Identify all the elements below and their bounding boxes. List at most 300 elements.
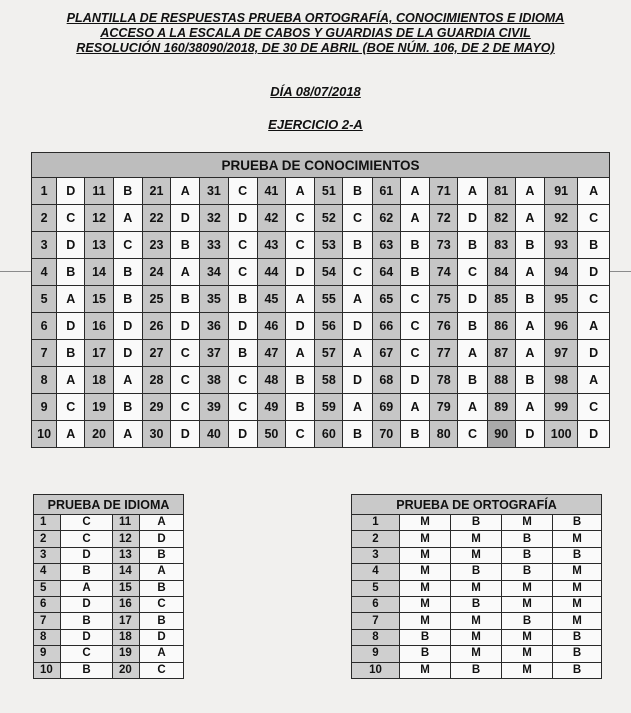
conocimientos-answer: B (400, 421, 429, 448)
exam-date: DÍA 08/07/2018 (270, 84, 361, 99)
conocimientos-question-number: 20 (85, 421, 113, 448)
ortografia-answer: M (502, 646, 553, 662)
conocimientos-question-number: 95 (545, 286, 578, 313)
ortografia-answer: B (553, 662, 602, 678)
idioma-answer: C (140, 662, 184, 678)
idioma-question-number: 10 (34, 662, 61, 678)
conocimientos-row (32, 178, 610, 205)
idioma-question-number: 20 (113, 662, 140, 678)
conocimientos-question-number: 96 (545, 313, 578, 340)
idioma-answer: C (61, 646, 113, 662)
conocimientos-answer: D (458, 205, 487, 232)
title-line-1: PLANTILLA DE RESPUESTAS PRUEBA ORTOGRAFÍA, CONOCIMIENTOS E IDIOMA (66, 11, 565, 25)
ortografia-row (352, 515, 602, 531)
conocimientos-answer: A (515, 259, 544, 286)
idioma-question-number: 11 (113, 515, 140, 531)
ortografia-answer: B (502, 531, 553, 547)
conocimientos-answer: C (113, 232, 142, 259)
conocimientos-answer: D (171, 313, 200, 340)
idioma-row (34, 564, 184, 580)
idioma-question-number: 5 (34, 580, 61, 596)
conocimientos-question-number: 15 (85, 286, 113, 313)
conocimientos-answer: A (578, 367, 610, 394)
ortografia-answer: B (400, 629, 451, 645)
ortografia-answer: M (502, 629, 553, 645)
conocimientos-question-number: 68 (372, 367, 400, 394)
conocimientos-answer: D (343, 367, 372, 394)
conocimientos-answer: B (515, 286, 544, 313)
ortografia-question-number: 2 (352, 531, 400, 547)
conocimientos-question-number: 22 (142, 205, 170, 232)
conocimientos-question-number: 94 (545, 259, 578, 286)
idioma-row (34, 596, 184, 612)
title-line-2: ACCESO A LA ESCALA DE CABOS Y GUARDIAS DE LA GUARDIA CIVIL (100, 26, 531, 40)
conocimientos-answer: C (578, 205, 610, 232)
conocimientos-answer: D (113, 313, 142, 340)
conocimientos-question-number: 55 (315, 286, 343, 313)
conocimientos-answer: B (515, 232, 544, 259)
conocimientos-answer: B (228, 286, 257, 313)
conocimientos-question-number: 64 (372, 259, 400, 286)
conocimientos-answer: B (400, 259, 429, 286)
conocimientos-answer: A (57, 286, 85, 313)
conocimientos-question-number: 93 (545, 232, 578, 259)
ortografia-question-number: 3 (352, 547, 400, 563)
idioma-row (34, 515, 184, 531)
ortografia-question-number: 1 (352, 515, 400, 531)
conocimientos-answer: A (515, 394, 544, 421)
conocimientos-answer: A (343, 340, 372, 367)
conocimientos-answer: B (113, 286, 142, 313)
conocimientos-question-number: 86 (487, 313, 515, 340)
ortografia-answer: M (400, 531, 451, 547)
conocimientos-question-number: 65 (372, 286, 400, 313)
conocimientos-answer: C (286, 421, 315, 448)
conocimientos-question-number: 43 (257, 232, 285, 259)
idioma-question-number: 16 (113, 596, 140, 612)
conocimientos-question-number: 40 (200, 421, 228, 448)
conocimientos-question-number: 19 (85, 394, 113, 421)
ortografia-row (352, 547, 602, 563)
idioma-question-number: 8 (34, 629, 61, 645)
conocimientos-answer: D (57, 232, 85, 259)
conocimientos-question-number: 12 (85, 205, 113, 232)
conocimientos-answer: A (57, 421, 85, 448)
ortografia-question-number: 6 (352, 596, 400, 612)
conocimientos-answer: C (578, 286, 610, 313)
idioma-question-number: 7 (34, 613, 61, 629)
conocimientos-answer: C (458, 421, 487, 448)
ortografia-answer: B (451, 662, 502, 678)
conocimientos-row (32, 313, 610, 340)
conocimientos-answer: B (458, 367, 487, 394)
conocimientos-answer: A (515, 178, 544, 205)
conocimientos-question-number: 74 (430, 259, 458, 286)
conocimientos-row (32, 421, 610, 448)
conocimientos-answer: D (228, 421, 257, 448)
conocimientos-question-number: 31 (200, 178, 228, 205)
conocimientos-question-number: 100 (545, 421, 578, 448)
conocimientos-row (32, 232, 610, 259)
title-line-3: RESOLUCIÓN 160/38090/2018, DE 30 DE ABRIL (BOE NÚM. 106, DE 2 DE MAYO) (76, 41, 555, 55)
conocimientos-row (32, 340, 610, 367)
conocimientos-question-number: 62 (372, 205, 400, 232)
conocimientos-answer: A (113, 205, 142, 232)
conocimientos-answer: D (458, 286, 487, 313)
conocimientos-answer: B (57, 259, 85, 286)
idioma-question-number: 4 (34, 564, 61, 580)
conocimientos-question-number: 99 (545, 394, 578, 421)
idioma-question-number: 1 (34, 515, 61, 531)
ortografia-answer: M (553, 596, 602, 612)
conocimientos-answer: D (578, 421, 610, 448)
idioma-answer: D (61, 596, 113, 612)
ortografia-answer: M (502, 515, 553, 531)
conocimientos-question-number: 97 (545, 340, 578, 367)
conocimientos-question-number: 49 (257, 394, 285, 421)
ortografia-answer: M (502, 580, 553, 596)
ortografia-row (352, 646, 602, 662)
conocimientos-answer: C (343, 205, 372, 232)
conocimientos-question-number: 8 (32, 367, 57, 394)
conocimientos-question-number: 34 (200, 259, 228, 286)
conocimientos-answer: C (228, 394, 257, 421)
idioma-answer: D (140, 629, 184, 645)
ortografia-answer: B (553, 646, 602, 662)
conocimientos-answer: A (343, 286, 372, 313)
conocimientos-answer: C (57, 394, 85, 421)
conocimientos-answer: D (578, 259, 610, 286)
ortografia-answer: B (502, 613, 553, 629)
conocimientos-answer: C (228, 259, 257, 286)
conocimientos-question-number: 25 (142, 286, 170, 313)
conocimientos-answer: B (113, 259, 142, 286)
idioma-question-number: 9 (34, 646, 61, 662)
conocimientos-question-number: 77 (430, 340, 458, 367)
conocimientos-answer: A (400, 205, 429, 232)
conocimientos-question-number: 30 (142, 421, 170, 448)
conocimientos-question-number: 89 (487, 394, 515, 421)
idioma-question-number: 13 (113, 547, 140, 563)
ortografia-answer: B (400, 646, 451, 662)
conocimientos-answer: C (171, 367, 200, 394)
conocimientos-question-number: 78 (430, 367, 458, 394)
conocimientos-question-number: 41 (257, 178, 285, 205)
idioma-question-number: 12 (113, 531, 140, 547)
idioma-question-number: 15 (113, 580, 140, 596)
conocimientos-question-number: 52 (315, 205, 343, 232)
conocimientos-answer: B (515, 367, 544, 394)
conocimientos-answer: C (400, 313, 429, 340)
ortografia-answer: M (400, 564, 451, 580)
conocimientos-answer: B (343, 421, 372, 448)
conocimientos-answer: B (400, 232, 429, 259)
conocimientos-answer: D (171, 205, 200, 232)
conocimientos-question-number: 75 (430, 286, 458, 313)
conocimientos-answer: C (57, 205, 85, 232)
ortografia-answer: B (502, 547, 553, 563)
conocimientos-question-number: 63 (372, 232, 400, 259)
conocimientos-answer: A (458, 394, 487, 421)
ortografia-answer: B (553, 515, 602, 531)
conocimientos-question-number: 66 (372, 313, 400, 340)
conocimientos-row (32, 205, 610, 232)
conocimientos-answer: D (228, 205, 257, 232)
idioma-answer: D (140, 531, 184, 547)
conocimientos-answer: C (286, 232, 315, 259)
idioma-answer: C (61, 531, 113, 547)
conocimientos-answer: B (113, 178, 142, 205)
conocimientos-question-number: 1 (32, 178, 57, 205)
conocimientos-answer: D (57, 178, 85, 205)
idioma-question-number: 3 (34, 547, 61, 563)
conocimientos-question-number: 14 (85, 259, 113, 286)
conocimientos-question-number: 54 (315, 259, 343, 286)
conocimientos-answer: B (286, 394, 315, 421)
ortografia-answer: M (451, 547, 502, 563)
conocimientos-answer: A (515, 313, 544, 340)
idioma-row (34, 629, 184, 645)
conocimientos-question-number: 39 (200, 394, 228, 421)
ortografia-question-number: 5 (352, 580, 400, 596)
idioma-answer: B (61, 564, 113, 580)
idioma-answer: C (61, 515, 113, 531)
ortografia-answer: B (451, 564, 502, 580)
conocimientos-question-number: 27 (142, 340, 170, 367)
conocimientos-answer: A (343, 394, 372, 421)
ortografia-answer: M (400, 515, 451, 531)
idioma-question-number: 6 (34, 596, 61, 612)
idioma-row (34, 531, 184, 547)
ortografia-answer: M (451, 646, 502, 662)
conocimientos-question-number: 24 (142, 259, 170, 286)
conocimientos-question-number: 82 (487, 205, 515, 232)
ortografia-answer: M (553, 613, 602, 629)
conocimientos-title: PRUEBA DE CONOCIMIENTOS (32, 153, 610, 178)
ortografia-answer: M (400, 547, 451, 563)
conocimientos-question-number: 17 (85, 340, 113, 367)
conocimientos-answer: B (458, 313, 487, 340)
conocimientos-question-number: 87 (487, 340, 515, 367)
conocimientos-question-number: 36 (200, 313, 228, 340)
conocimientos-answer: B (171, 232, 200, 259)
conocimientos-answer: A (458, 340, 487, 367)
ortografia-answer: M (400, 580, 451, 596)
idioma-answer: A (140, 564, 184, 580)
conocimientos-answer: B (113, 394, 142, 421)
conocimientos-answer: C (171, 340, 200, 367)
conocimientos-answer: A (286, 178, 315, 205)
conocimientos-answer: C (228, 367, 257, 394)
conocimientos-question-number: 11 (85, 178, 113, 205)
document-title (0, 11, 631, 56)
conocimientos-question-number: 44 (257, 259, 285, 286)
idioma-row (34, 580, 184, 596)
conocimientos-question-number: 60 (315, 421, 343, 448)
idioma-question-number: 14 (113, 564, 140, 580)
conocimientos-question-number: 4 (32, 259, 57, 286)
ortografia-answer: M (553, 531, 602, 547)
conocimientos-question-number: 91 (545, 178, 578, 205)
conocimientos-question-number: 90 (487, 421, 515, 448)
ortografia-row (352, 531, 602, 547)
conocimientos-question-number: 92 (545, 205, 578, 232)
ortografia-answer: M (451, 629, 502, 645)
conocimientos-row (32, 259, 610, 286)
conocimientos-question-number: 57 (315, 340, 343, 367)
conocimientos-answer: A (515, 340, 544, 367)
ortografia-answer: M (451, 531, 502, 547)
conocimientos-answer: C (228, 178, 257, 205)
idioma-answer: A (140, 515, 184, 531)
ortografia-row (352, 580, 602, 596)
conocimientos-question-number: 69 (372, 394, 400, 421)
conocimientos-question-number: 29 (142, 394, 170, 421)
conocimientos-answer: D (286, 259, 315, 286)
conocimientos-row (32, 394, 610, 421)
conocimientos-question-number: 21 (142, 178, 170, 205)
conocimientos-answer: C (400, 286, 429, 313)
conocimientos-answer: D (171, 421, 200, 448)
conocimientos-question-number: 6 (32, 313, 57, 340)
idioma-answer: A (61, 580, 113, 596)
idioma-question-number: 17 (113, 613, 140, 629)
idioma-answer: B (61, 613, 113, 629)
ortografia-question-number: 10 (352, 662, 400, 678)
idioma-row (34, 547, 184, 563)
conocimientos-answer: C (400, 340, 429, 367)
conocimientos-answer: B (57, 340, 85, 367)
conocimientos-question-number: 45 (257, 286, 285, 313)
conocimientos-question-number: 83 (487, 232, 515, 259)
conocimientos-question-number: 71 (430, 178, 458, 205)
ortografia-answer: M (451, 580, 502, 596)
conocimientos-question-number: 37 (200, 340, 228, 367)
conocimientos-question-number: 80 (430, 421, 458, 448)
conocimientos-answer: D (286, 313, 315, 340)
conocimientos-question-number: 73 (430, 232, 458, 259)
conocimientos-question-number: 33 (200, 232, 228, 259)
conocimientos-question-number: 16 (85, 313, 113, 340)
conocimientos-answer: A (458, 178, 487, 205)
conocimientos-question-number: 88 (487, 367, 515, 394)
exercise-label: EJERCICIO 2-A (268, 117, 363, 132)
ortografia-table (351, 494, 602, 679)
conocimientos-question-number: 76 (430, 313, 458, 340)
conocimientos-question-number: 81 (487, 178, 515, 205)
conocimientos-question-number: 2 (32, 205, 57, 232)
conocimientos-question-number: 47 (257, 340, 285, 367)
conocimientos-question-number: 23 (142, 232, 170, 259)
conocimientos-question-number: 18 (85, 367, 113, 394)
ortografia-row (352, 629, 602, 645)
ortografia-question-number: 9 (352, 646, 400, 662)
conocimientos-question-number: 42 (257, 205, 285, 232)
conocimientos-answer: A (113, 367, 142, 394)
conocimientos-answer: A (515, 205, 544, 232)
idioma-question-number: 18 (113, 629, 140, 645)
conocimientos-question-number: 58 (315, 367, 343, 394)
ortografia-row (352, 596, 602, 612)
idioma-answer: D (61, 629, 113, 645)
conocimientos-answer: B (458, 232, 487, 259)
conocimientos-answer: B (171, 286, 200, 313)
conocimientos-question-number: 85 (487, 286, 515, 313)
ortografia-answer: M (502, 662, 553, 678)
conocimientos-question-number: 98 (545, 367, 578, 394)
idioma-answer: D (61, 547, 113, 563)
conocimientos-answer: A (57, 367, 85, 394)
conocimientos-question-number: 32 (200, 205, 228, 232)
idioma-answer: B (140, 613, 184, 629)
conocimientos-answer: D (400, 367, 429, 394)
conocimientos-question-number: 50 (257, 421, 285, 448)
conocimientos-answer: C (578, 394, 610, 421)
conocimientos-question-number: 59 (315, 394, 343, 421)
conocimientos-question-number: 70 (372, 421, 400, 448)
idioma-answer: B (140, 580, 184, 596)
conocimientos-answer: A (171, 259, 200, 286)
conocimientos-question-number: 5 (32, 286, 57, 313)
conocimientos-question-number: 51 (315, 178, 343, 205)
ortografia-answer: M (400, 596, 451, 612)
idioma-question-number: 19 (113, 646, 140, 662)
conocimientos-question-number: 56 (315, 313, 343, 340)
conocimientos-question-number: 38 (200, 367, 228, 394)
conocimientos-question-number: 79 (430, 394, 458, 421)
conocimientos-answer: C (228, 232, 257, 259)
conocimientos-answer: C (458, 259, 487, 286)
conocimientos-table (31, 152, 610, 448)
ortografia-question-number: 8 (352, 629, 400, 645)
ortografia-question-number: 7 (352, 613, 400, 629)
ortografia-answer: M (400, 662, 451, 678)
conocimientos-answer: D (578, 340, 610, 367)
idioma-row (34, 613, 184, 629)
conocimientos-question-number: 3 (32, 232, 57, 259)
idioma-question-number: 2 (34, 531, 61, 547)
ortografia-answer: B (553, 629, 602, 645)
ortografia-row (352, 662, 602, 678)
ortografia-answer: M (553, 564, 602, 580)
conocimientos-answer: B (286, 367, 315, 394)
idioma-answer: B (61, 662, 113, 678)
conocimientos-answer: B (578, 232, 610, 259)
ortografia-answer: B (502, 564, 553, 580)
conocimientos-row (32, 286, 610, 313)
conocimientos-answer: C (171, 394, 200, 421)
ortografia-answer: B (451, 596, 502, 612)
conocimientos-answer: A (400, 178, 429, 205)
ortografia-answer: B (451, 515, 502, 531)
conocimientos-answer: A (113, 421, 142, 448)
conocimientos-question-number: 26 (142, 313, 170, 340)
idioma-answer: B (140, 547, 184, 563)
conocimientos-answer: B (228, 340, 257, 367)
conocimientos-answer: A (171, 178, 200, 205)
ortografia-answer: M (451, 613, 502, 629)
conocimientos-answer: D (113, 340, 142, 367)
conocimientos-question-number: 48 (257, 367, 285, 394)
conocimientos-answer: B (343, 178, 372, 205)
conocimientos-answer: A (400, 394, 429, 421)
conocimientos-answer: A (286, 286, 315, 313)
conocimientos-row (32, 367, 610, 394)
ortografia-question-number: 4 (352, 564, 400, 580)
conocimientos-question-number: 10 (32, 421, 57, 448)
ortografia-title: PRUEBA DE ORTOGRAFÍA (352, 495, 602, 515)
ortografia-row (352, 613, 602, 629)
